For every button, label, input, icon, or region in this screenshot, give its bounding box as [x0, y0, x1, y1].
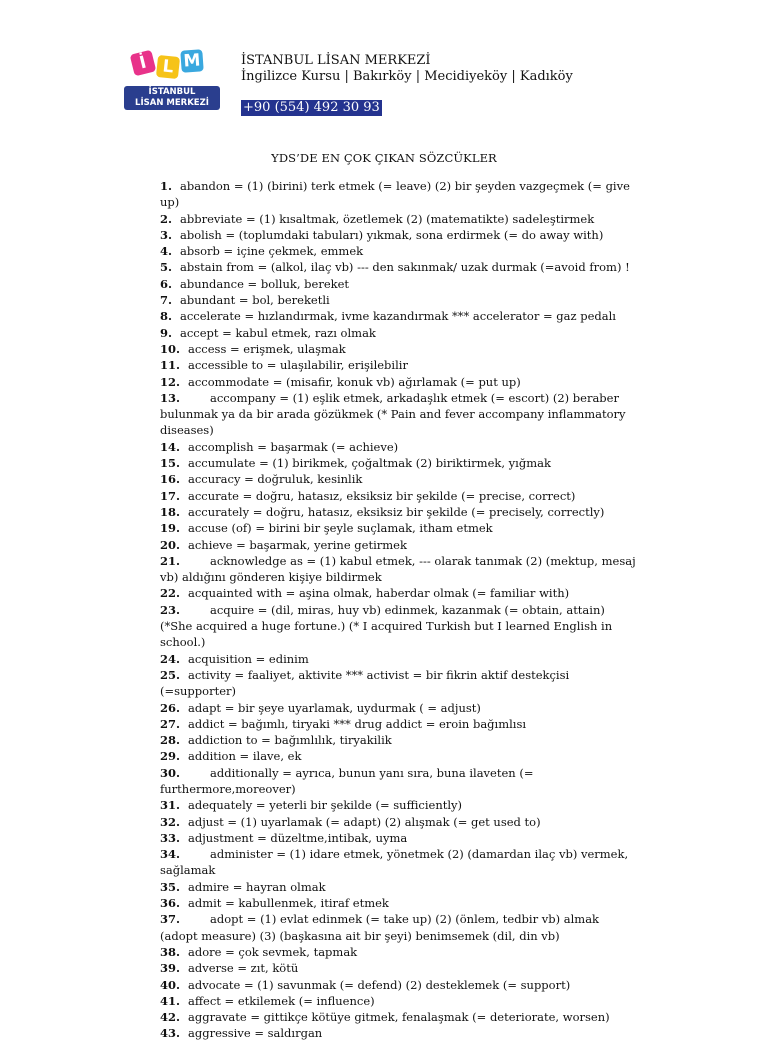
item-text: admit = kabullenmek, itiraf etmek — [188, 896, 389, 911]
item-text: abolish = (toplumdaki tabuları) yıkmak, sona erdirmek (= do away with) — [180, 227, 604, 242]
list-item — [160, 960, 640, 976]
list-item — [160, 276, 640, 292]
item-number: 6. — [160, 276, 173, 291]
item-text: addict = bağımlı, tiryaki *** drug addict = eroin bağımlısı — [188, 716, 527, 731]
item-number: 17. — [160, 488, 181, 503]
item-number: 12. — [160, 374, 181, 389]
list-item — [160, 374, 640, 390]
list-item — [160, 993, 640, 1009]
list-item — [160, 488, 640, 504]
item-text: abundant = bol, bereketli — [180, 293, 330, 308]
item-text: accurately = doğru, hatasız, eksiksiz bir şekilde (= precisely, correctly) — [188, 504, 605, 519]
item-number: 35. — [160, 879, 181, 894]
item-text: acquainted with = aşina olmak, haberdar olmak (= familiar with) — [188, 586, 570, 601]
item-text: affect = etkilemek (= influence) — [188, 993, 375, 1008]
item-number: 5. — [160, 260, 173, 275]
item-number: 19. — [160, 521, 181, 536]
item-text: abbreviate = (1) kısaltmak, özetlemek (2) (matematikte) sadeleştirmek — [180, 211, 595, 226]
item-number: 43. — [160, 1026, 181, 1041]
list-item — [160, 879, 640, 895]
item-text: abandon = (1) (birini) terk etmek (= leave) (2) bir şeyden vazgeçmek (= give up) — [160, 179, 630, 210]
list-item — [160, 292, 640, 308]
list-item — [160, 178, 640, 211]
item-number: 16. — [160, 472, 181, 487]
item-text: adore = çok sevmek, tapmak — [188, 944, 358, 959]
item-number: 15. — [160, 456, 181, 471]
list-item — [160, 716, 640, 732]
list-item — [160, 765, 640, 798]
list-item — [160, 602, 640, 651]
list-item — [160, 325, 640, 341]
item-text: administer = (1) idare etmek, yönetmek (2) (damardan ilaç vb) vermek, sağlamak — [160, 847, 629, 878]
item-number: 26. — [160, 700, 181, 715]
logo-band — [124, 86, 220, 110]
list-item — [160, 341, 640, 357]
item-text: additionally = ayrıca, bunun yanı sıra, buna ilaveten (= furthermore,moreover) — [160, 765, 534, 796]
item-number: 4. — [160, 244, 173, 259]
list-item — [160, 830, 640, 846]
list-item — [160, 585, 640, 601]
item-text: aggravate = gittikçe kötüye gitmek, fenalaşmak (= deteriorate, worsen) — [188, 1010, 610, 1025]
item-number: 30. — [160, 765, 181, 780]
logo-tile-m: M — [180, 49, 203, 72]
item-text: accept = kabul etmek, razı olmak — [180, 325, 376, 340]
list-item — [160, 308, 640, 324]
item-number: 3. — [160, 227, 173, 242]
list-item — [160, 455, 640, 471]
item-text: adjust = (1) uyarlamak (= adapt) (2) alışmak (= get used to) — [188, 814, 541, 829]
item-number: 42. — [160, 1010, 181, 1025]
item-number: 1. — [160, 179, 173, 193]
list-item — [160, 977, 640, 993]
item-text: adequately = yeterli bir şekilde (= sufficiently) — [188, 798, 463, 813]
item-text: accessible to = ulaşılabilir, erişilebilir — [188, 358, 408, 373]
item-text: addition = ilave, ek — [188, 749, 302, 764]
list-item — [160, 211, 640, 227]
list-item — [160, 439, 640, 455]
vocabulary-list — [160, 178, 640, 1042]
logo — [122, 44, 224, 112]
item-number: 21. — [160, 553, 181, 568]
item-number: 14. — [160, 439, 181, 454]
list-item — [160, 1025, 640, 1041]
item-number: 39. — [160, 961, 181, 976]
item-text: adapt = bir şeye uyarlamak, uydurmak ( = adjust) — [188, 700, 481, 715]
list-item — [160, 895, 640, 911]
item-text: adjustment = düzeltme,intibak, uyma — [188, 830, 408, 845]
list-item — [160, 700, 640, 716]
item-number: 2. — [160, 211, 173, 226]
item-number: 13. — [160, 390, 181, 405]
item-number: 23. — [160, 602, 181, 617]
list-item — [160, 390, 640, 439]
item-number: 9. — [160, 325, 173, 340]
logo-band-line1: İSTANBUL — [148, 87, 196, 97]
item-text: absorb = içine çekmek, emmek — [180, 244, 364, 259]
list-item — [160, 651, 640, 667]
list-item — [160, 1009, 640, 1025]
list-item — [160, 243, 640, 259]
item-number: 31. — [160, 798, 181, 813]
item-number: 27. — [160, 716, 181, 731]
item-text: abundance = bolluk, bereket — [180, 276, 350, 291]
item-text: accuracy = doğruluk, kesinlik — [188, 472, 363, 487]
item-number: 25. — [160, 667, 181, 682]
list-item — [160, 944, 640, 960]
document-title: YDS’DE EN ÇOK ÇIKAN SÖZCÜKLER — [271, 151, 497, 165]
phone-number[interactable]: +90 (554) 492 30 93 — [243, 100, 380, 115]
item-number: 41. — [160, 993, 181, 1008]
item-number: 11. — [160, 358, 181, 373]
item-text: accumulate = (1) birikmek, çoğaltmak (2) biriktirmek, yığmak — [188, 456, 551, 471]
list-item — [160, 357, 640, 373]
item-text: acknowledge as = (1) kabul etmek, --- olarak tanımak (2) (mektup, mesaj vb) aldığını gönderen kişiye bildirmek — [160, 553, 636, 585]
item-text: abstain from = (alkol, ilaç vb) --- den sakınmak/ uzak durmak (=avoid from) ! — [180, 260, 630, 275]
list-item — [160, 911, 640, 944]
list-item — [160, 797, 640, 813]
item-number: 8. — [160, 309, 173, 324]
item-number: 34. — [160, 847, 181, 862]
header — [241, 53, 573, 116]
list-item — [160, 520, 640, 536]
org-name: İSTANBUL LİSAN MERKEZİ — [241, 53, 431, 68]
item-number: 40. — [160, 977, 181, 992]
item-number: 33. — [160, 830, 181, 845]
item-number: 22. — [160, 586, 181, 601]
list-item — [160, 227, 640, 243]
logo-tile-l: L — [156, 55, 180, 79]
item-text: accelerate = hızlandırmak, ivme kazandırmak *** accelerator = gaz pedalı — [180, 309, 616, 324]
item-text: accompany = (1) eşlik etmek, arkadaşlık etmek (= escort) (2) beraber bulunmak ya da bir arada gözükmek (* Pain and fever accompany inflammatory diseases) — [160, 390, 626, 438]
item-number: 29. — [160, 749, 181, 764]
list-item — [160, 667, 640, 700]
list-item — [160, 814, 640, 830]
item-text: aggressive = saldırgan — [188, 1026, 323, 1041]
item-number: 18. — [160, 504, 181, 519]
item-number: 36. — [160, 896, 181, 911]
item-text: advocate = (1) savunmak (= defend) (2) desteklemek (= support) — [188, 977, 571, 992]
item-text: accuse (of) = birini bir şeyle suçlamak, itham etmek — [188, 521, 493, 536]
item-text: admire = hayran olmak — [188, 879, 326, 894]
item-text: acquire = (dil, miras, huy vb) edinmek, kazanmak (= obtain, attain) (*She acquired a huge fortune.) (* I acquired Turkish but I learned English in school.) — [160, 602, 613, 650]
item-number: 24. — [160, 651, 181, 666]
item-text: accurate = doğru, hatasız, eksiksiz bir şekilde (= precise, correct) — [188, 488, 576, 503]
item-number: 32. — [160, 814, 181, 829]
item-text: achieve = başarmak, yerine getirmek — [188, 537, 407, 552]
list-item — [160, 537, 640, 553]
item-text: adverse = zıt, kötü — [188, 961, 299, 976]
item-number: 20. — [160, 537, 181, 552]
item-text: accommodate = (misafir, konuk vb) ağırlamak (= put up) — [188, 374, 521, 389]
list-item — [160, 471, 640, 487]
item-text: addiction to = bağımlılık, tiryakilik — [188, 733, 392, 748]
list-item — [160, 553, 640, 586]
item-text: acquisition = edinim — [188, 651, 309, 666]
item-text: access = erişmek, ulaşmak — [188, 341, 346, 356]
logo-tile-i: İ — [130, 50, 157, 77]
list-item — [160, 732, 640, 748]
list-item — [160, 259, 640, 275]
list-item — [160, 846, 640, 879]
tagline: İngilizce Kursu | Bakırköy | Mecidiyeköy | Kadıköy — [241, 69, 573, 84]
item-number: 7. — [160, 293, 173, 308]
logo-band-line2: LİSAN MERKEZİ — [135, 98, 209, 108]
item-text: accomplish = başarmak (= achieve) — [188, 439, 399, 454]
item-number: 37. — [160, 912, 181, 927]
list-item — [160, 748, 640, 764]
item-text: activity = faaliyet, aktivite *** activist = bir fikrin aktif destekçisi (=supporter) — [160, 667, 570, 699]
item-text: adopt = (1) evlat edinmek (= take up) (2) (önlem, tedbir vb) almak (adopt measure) (3) (başkasına ait bir şeyi) benimsemek (dil, din vb) — [160, 912, 600, 943]
item-number: 38. — [160, 944, 181, 959]
item-number: 10. — [160, 341, 181, 356]
item-number: 28. — [160, 733, 181, 748]
list-item — [160, 504, 640, 520]
